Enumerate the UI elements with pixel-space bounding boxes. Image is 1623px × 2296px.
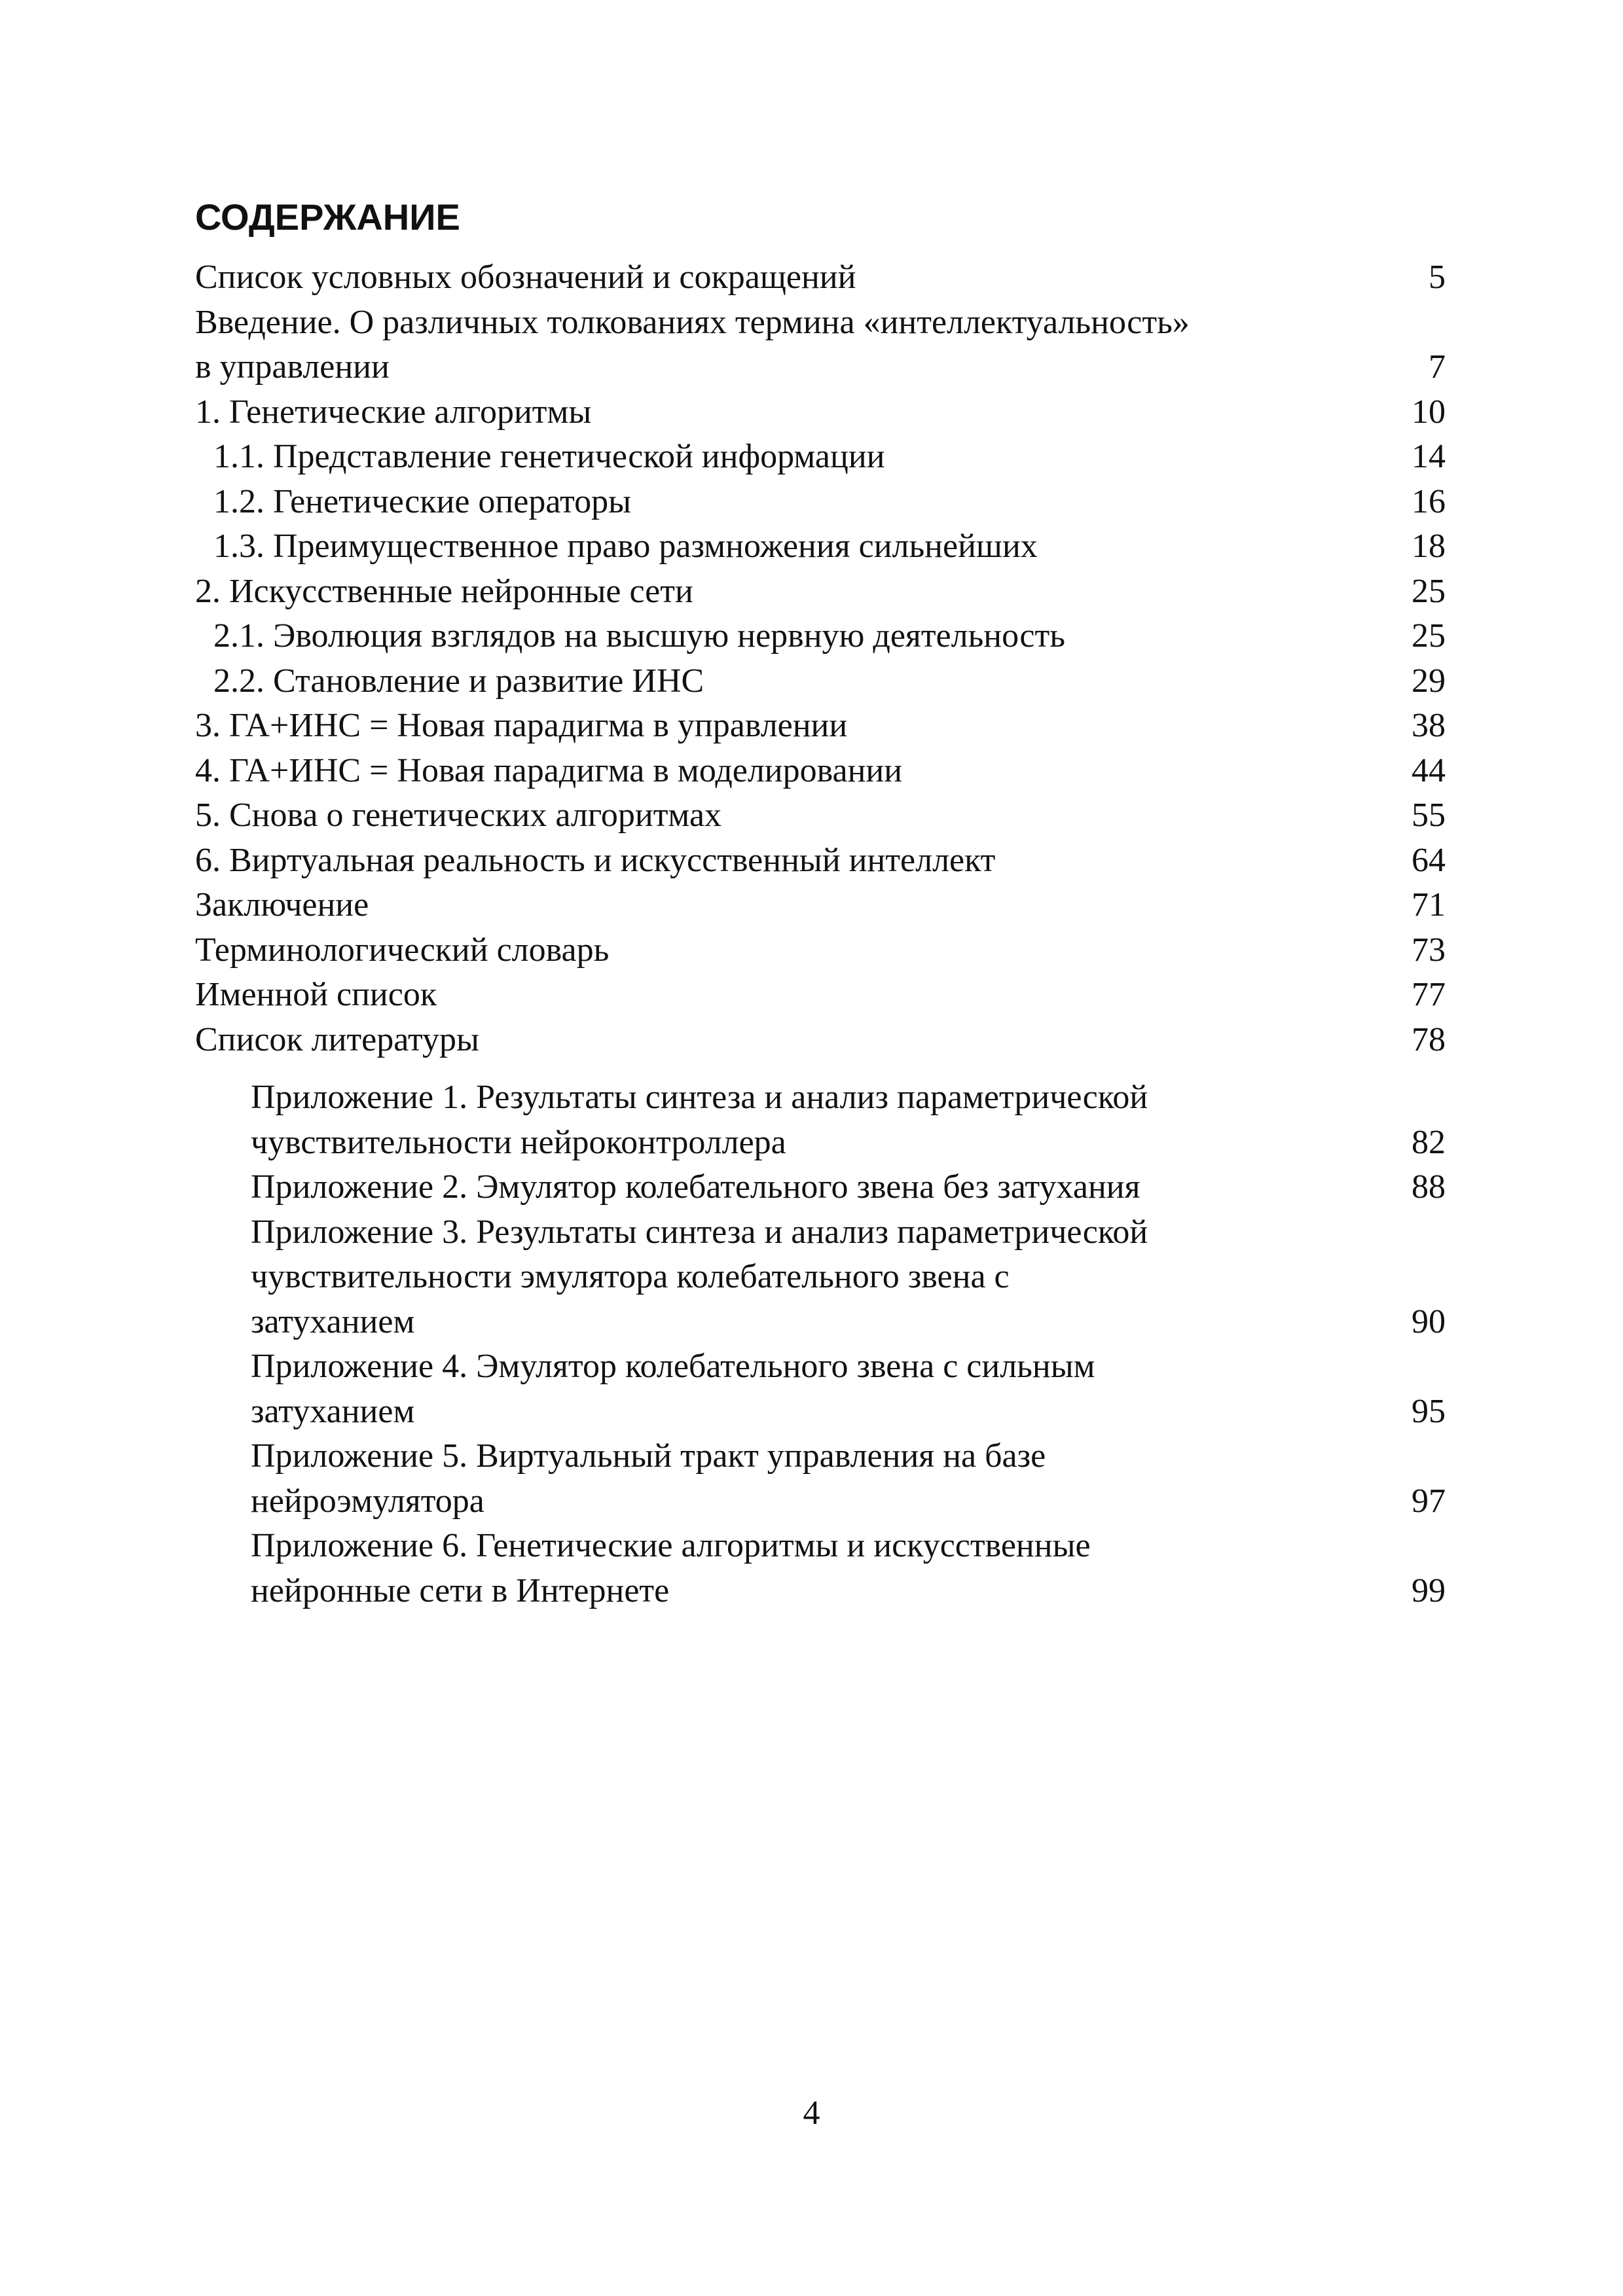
toc-entry-page: 77 (1412, 976, 1446, 1013)
toc-appendix-title (195, 1165, 1446, 1210)
toc-entry-title-line: Введение. О различных толкованиях термина «интеллектуальность» (195, 303, 1190, 341)
toc-appendix-title (195, 1524, 1446, 1613)
toc-appendix-page: 97 (1412, 1482, 1446, 1520)
page-number: 4 (803, 2094, 820, 2132)
toc-entry-page: 64 (1412, 841, 1446, 879)
toc-entry-page: 38 (1412, 707, 1446, 744)
toc-entry-title: 4. ГА+ИНС = Новая парадигма в моделировании (195, 751, 903, 789)
toc-entry-title: Терминологический словарь (195, 931, 610, 969)
toc-entry-title: 1.3. Преимущественное право размножения сильнейших (213, 528, 1038, 565)
toc-entry-title: 2. Искусственные нейронные сети (195, 572, 693, 610)
toc-entry (195, 793, 1446, 838)
toc-appendix-line: Приложение 2. Эмулятор колебательного звена без затухания (251, 1168, 1140, 1206)
toc-appendix-line: чувствительности эмулятора колебательного звена с (251, 1258, 1010, 1295)
toc-appendix (195, 1344, 1446, 1434)
toc-appendix-line: нейронные сети в Интернете (251, 1571, 670, 1609)
toc-entry-title: 6. Виртуальная реальность и искусственный интеллект (195, 841, 996, 879)
toc-entry (195, 300, 1446, 390)
toc-entry-page: 73 (1412, 931, 1446, 969)
toc-appendix (195, 1075, 1446, 1165)
toc-entry-title: 1.2. Генетические операторы (213, 482, 632, 520)
toc-appendix (195, 1524, 1446, 1613)
toc-subentry (195, 480, 1446, 525)
toc-appendix-page: 99 (1412, 1571, 1446, 1609)
toc-appendix-line: Приложение 5. Виртуальный тракт управления на базе (251, 1437, 1046, 1475)
toc-entry-page: 78 (1412, 1020, 1446, 1058)
toc-appendix (195, 1210, 1446, 1345)
section-gap (195, 1062, 1446, 1075)
toc-entry-page: 7 (1429, 348, 1446, 386)
toc-appendix (195, 1434, 1446, 1524)
toc-appendix-title (195, 1075, 1446, 1165)
toc-appendix-line: нейроэмулятора (251, 1482, 484, 1520)
toc-entry (195, 838, 1446, 884)
toc-entry-page: 5 (1429, 259, 1446, 296)
toc-entry-page: 44 (1412, 751, 1446, 789)
toc-appendix-line: Приложение 1. Результаты синтеза и анализ параметрической (251, 1079, 1148, 1116)
toc-entry-page: 25 (1412, 572, 1446, 610)
toc-appendix-page: 90 (1412, 1302, 1446, 1340)
toc-subentry (195, 659, 1446, 704)
toc-appendix-title (195, 1210, 1446, 1345)
toc-appendix-page: 95 (1412, 1392, 1446, 1430)
toc-entry-title: 2.1. Эволюция взглядов на высшую нервную деятельность (213, 617, 1065, 655)
toc-entry (195, 704, 1446, 749)
toc-subentry (195, 524, 1446, 569)
toc-entry-page: 10 (1412, 393, 1446, 431)
toc-entry (195, 928, 1446, 973)
toc-entry-title: 1.1. Представление генетической информации (213, 438, 885, 475)
toc-entry-page: 18 (1412, 528, 1446, 565)
toc-appendix-title (195, 1344, 1446, 1434)
toc-entry (195, 390, 1446, 435)
toc-entry-page: 55 (1412, 797, 1446, 834)
toc-appendix-line: Приложение 6. Генетические алгоритмы и искусственные (251, 1527, 1091, 1564)
toc-appendix-line: Приложение 3. Результаты синтеза и анализ параметрической (251, 1213, 1148, 1251)
toc-entry (195, 569, 1446, 615)
toc-entry-title: 5. Снова о генетических алгоритмах (195, 797, 722, 834)
toc-appendix-title (195, 1434, 1446, 1524)
toc-entry (195, 883, 1446, 928)
toc-entry-title: 3. ГА+ИНС = Новая парадигма в управлении (195, 707, 848, 744)
toc-appendix-line: чувствительности нейроконтроллера (251, 1123, 786, 1161)
toc-entry-title: Заключение (195, 886, 369, 924)
toc-entry-page: 71 (1412, 886, 1446, 924)
toc-entry (195, 255, 1446, 300)
toc-appendix-line: Приложение 4. Эмулятор колебательного звена с сильным (251, 1348, 1095, 1385)
toc-appendix (195, 1165, 1446, 1210)
toc-entry-title: 2.2. Становление и развитие ИНС (213, 662, 704, 700)
toc-entry (195, 749, 1446, 794)
toc-appendix-page: 82 (1412, 1123, 1446, 1161)
toc-appendix-page: 88 (1412, 1168, 1446, 1206)
toc-entry-title: Список литературы (195, 1020, 479, 1058)
toc-subentry (195, 614, 1446, 659)
toc-entry (195, 973, 1446, 1018)
toc-entry-page: 14 (1412, 438, 1446, 475)
toc-appendix-line: затуханием (251, 1302, 415, 1340)
table-of-contents (195, 255, 1446, 1613)
toc-entry-title: Список условных обозначений и сокращений (195, 259, 856, 296)
toc-entry-title: 1. Генетические алгоритмы (195, 393, 592, 431)
toc-appendix-line: затуханием (251, 1392, 415, 1430)
toc-entry (195, 1018, 1446, 1063)
toc-heading: СОДЕРЖАНИЕ (195, 196, 460, 238)
toc-subentry (195, 435, 1446, 480)
toc-entry-title: Именной список (195, 976, 437, 1013)
toc-entry-page: 16 (1412, 482, 1446, 520)
toc-entry-title-line: в управлении (195, 348, 390, 386)
toc-entry-page: 29 (1412, 662, 1446, 700)
toc-entry-page: 25 (1412, 617, 1446, 655)
